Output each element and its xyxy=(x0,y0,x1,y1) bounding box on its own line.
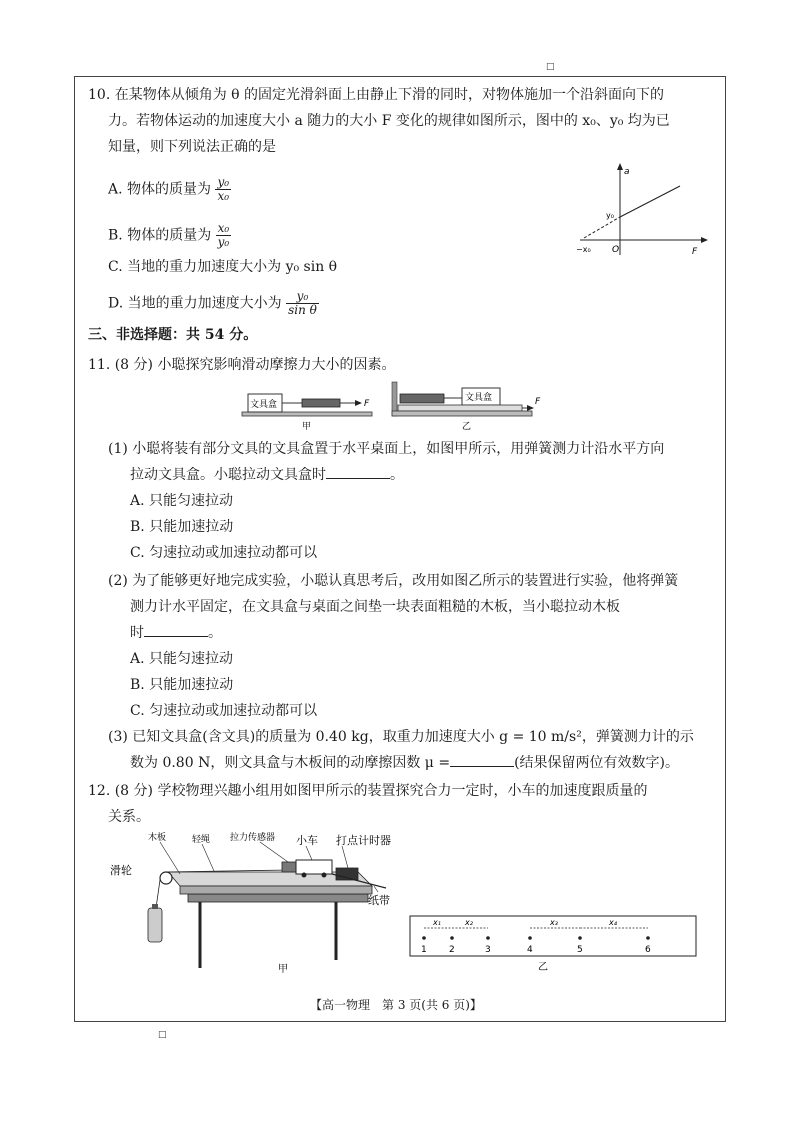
graph-line-solid xyxy=(620,186,680,217)
hanging-bottle xyxy=(148,908,162,942)
leader-tape xyxy=(374,886,378,892)
graph-f-arrow xyxy=(701,237,708,243)
q11-p1-answer-blank[interactable] xyxy=(326,466,390,479)
q10-line1: 10. 在某物体从倾角为 θ 的固定光滑斜面上由静止下滑的同时，对物体施加一个沿斜面向下的 xyxy=(88,87,665,103)
q11-p1-option-b[interactable]: B. 只能加速拉动 xyxy=(130,519,234,535)
q11-p2-end: 。 xyxy=(208,625,222,641)
q10-option-a[interactable] xyxy=(108,176,231,203)
q10-line2: 力。若物体运动的加速度大小 a 随力的大小 F 变化的规律如图所示，图中的 x₀、y₀ 均为已 xyxy=(108,113,670,129)
tape-segment-label-1: x₁ xyxy=(433,918,441,927)
q12-line2: 关系。 xyxy=(108,809,150,825)
tape-point-label-2: 2 xyxy=(449,945,455,955)
tape-point-label-3: 3 xyxy=(485,945,491,955)
jia-spring-scale xyxy=(302,399,340,407)
graph-origin-label: O xyxy=(612,245,620,255)
force-sensor xyxy=(282,862,296,872)
scan-marker-top: □ xyxy=(546,62,555,72)
tape-point-label-1: 1 xyxy=(421,945,427,955)
q11-p2-option-b[interactable]: B. 只能加速拉动 xyxy=(130,677,234,693)
q11-p3-line2 xyxy=(130,754,679,772)
q11-p3-end: (结果保留两位有效数字)。 xyxy=(514,755,679,771)
scan-marker-bottom: □ xyxy=(158,1030,167,1040)
q10-option-b-den: y₀ xyxy=(217,235,230,249)
rope-vertical xyxy=(156,880,160,908)
label-cart: 小车 xyxy=(296,834,318,847)
leader-sensor xyxy=(260,842,288,862)
jia-box-label: 文具盒 xyxy=(250,400,278,410)
q10-option-b-text: B. 物体的质量为 xyxy=(108,227,212,244)
pulley xyxy=(160,872,172,884)
q11-p2-option-c[interactable]: C. 匀速拉动或加速拉动都可以 xyxy=(130,703,318,719)
leader-timer xyxy=(342,846,348,868)
q12-tape-figure xyxy=(408,912,698,974)
cart xyxy=(296,860,332,874)
leader-rope xyxy=(202,844,214,871)
q10-graph xyxy=(572,160,712,260)
page-footer: 【高一物理 第 3 页(共 6 页)】 xyxy=(310,998,482,1012)
q11-p3-answer-blank[interactable] xyxy=(450,754,514,767)
q11-p2-answer-blank[interactable] xyxy=(144,624,208,637)
q11-p1-line2 xyxy=(130,466,404,484)
q11-p2-line3-text: 时 xyxy=(130,625,144,641)
tape-dot-6 xyxy=(646,936,650,940)
graph-y0-label: y₀ xyxy=(606,211,614,220)
q10-option-b-num: x₀ xyxy=(216,222,232,236)
q12-apparatus-figure xyxy=(110,828,400,978)
bottle-cap xyxy=(152,904,158,909)
q10-option-a-num: y₀ xyxy=(217,175,230,189)
tape-segment-label-2: x₂ xyxy=(465,918,473,927)
graph-a-arrow xyxy=(617,163,623,170)
jia-desk xyxy=(242,412,372,416)
tape-segment-label-3: x₃ xyxy=(550,918,558,927)
label-jia: 甲 xyxy=(278,964,288,975)
q10-option-d-den: sin θ xyxy=(288,303,317,317)
q11-figures xyxy=(240,380,550,432)
q10-option-d[interactable] xyxy=(108,290,319,317)
section-3-heading: 三、非选择题：共 54 分。 xyxy=(88,327,258,343)
q11-p3-line2-text: 数为 0.80 N，则文具盒与木板间的动摩擦因数 μ = xyxy=(130,755,451,771)
q10-option-d-num: y₀ xyxy=(286,290,319,304)
q10-option-d-text: D. 当地的重力加速度大小为 xyxy=(108,295,282,312)
yi-spring-scale xyxy=(400,394,444,403)
tape-dot-1 xyxy=(422,936,426,940)
cart-wheel-1 xyxy=(302,873,307,878)
q10-option-d-fraction xyxy=(286,290,319,317)
table-top xyxy=(188,894,368,902)
tape-point-label-6: 6 xyxy=(645,945,651,955)
tape-point-label-5: 5 xyxy=(577,945,583,955)
q10-option-b-fraction xyxy=(216,222,232,249)
q11-p2-line2: 测力计水平固定，在文具盒与桌面之间垫一块表面粗糙的木板，当小聪拉动木板 xyxy=(130,599,620,615)
graph-line-dashed xyxy=(584,217,620,238)
yi-desk xyxy=(392,411,532,416)
yi-board xyxy=(398,405,522,411)
yi-caption: 乙 xyxy=(462,422,472,432)
jia-arrow xyxy=(355,400,362,406)
label-board: 木板 xyxy=(148,833,167,843)
yi-arrow xyxy=(527,405,534,411)
label-timer: 打点计时器 xyxy=(336,834,391,847)
q12-line1: 12. (8 分) 学校物理兴趣小组用如图甲所示的装置探究合力一定时，小车的加速度跟质量的 xyxy=(88,783,648,799)
tape-segment-label-4: x₄ xyxy=(609,918,617,927)
q11-p1-option-a[interactable]: A. 只能匀速拉动 xyxy=(130,493,234,509)
q10-option-a-text: A. 物体的质量为 xyxy=(108,181,212,198)
jia-force-label: F xyxy=(364,399,370,409)
leader-cart xyxy=(306,846,312,860)
q10-option-a-den: x₀ xyxy=(217,189,230,203)
label-pulley: 滑轮 xyxy=(110,864,132,877)
tape-dot-3 xyxy=(486,936,490,940)
q10-option-a-fraction xyxy=(215,176,231,203)
q11-p1-end: 。 xyxy=(390,467,404,483)
label-sensor: 拉力传感器 xyxy=(230,833,276,843)
graph-f-label: F xyxy=(692,247,698,257)
q11-p2-line1: (2) 为了能够更好地完成实验，小聪认真思考后，改用如图乙所示的装置进行实验，他将弹簧 xyxy=(108,573,679,589)
q11-stem: 11. (8 分) 小聪探究影响滑动摩擦力大小的因素。 xyxy=(88,357,396,373)
yi-force-label: F xyxy=(535,397,541,407)
q11-p1-line2-text: 拉动文具盒。小聪拉动文具盒时 xyxy=(130,467,326,483)
label-tape: 纸带 xyxy=(368,894,390,907)
q11-p1-line1: (1) 小聪将装有部分文具的文具盒置于水平桌面上，如图甲所示，用弹簧测力计沿水平方向 xyxy=(108,441,665,457)
q10-line3: 知量，则下列说法正确的是 xyxy=(108,139,276,155)
graph-negx0-label: −x₀ xyxy=(576,245,591,254)
q10-option-c[interactable]: C. 当地的重力加速度大小为 y₀ sin θ xyxy=(108,259,338,275)
q11-p2-line3 xyxy=(130,624,222,642)
q10-option-b[interactable] xyxy=(108,222,231,249)
tape-dot-5 xyxy=(578,936,582,940)
leader-board xyxy=(160,842,180,874)
tape-point-label-4: 4 xyxy=(527,945,533,955)
board-front xyxy=(180,886,372,894)
q11-p3-line1: (3) 已知文具盒(含文具)的质量为 0.40 kg，取重力加速度大小 g = 10 m/s²，弹簧测力计的示 xyxy=(108,729,694,745)
label-rope: 轻绳 xyxy=(192,835,211,845)
tape-dot-2 xyxy=(450,936,454,940)
yi-box-label: 文具盒 xyxy=(465,393,493,403)
tape-dot-4 xyxy=(528,936,532,940)
q11-p1-option-c[interactable]: C. 匀速拉动或加速拉动都可以 xyxy=(130,545,318,561)
graph-a-label: a xyxy=(624,167,630,177)
q11-p2-option-a[interactable]: A. 只能匀速拉动 xyxy=(130,651,234,667)
cart-wheel-2 xyxy=(322,873,327,878)
jia-caption: 甲 xyxy=(302,422,312,432)
tape-caption: 乙 xyxy=(538,962,548,973)
